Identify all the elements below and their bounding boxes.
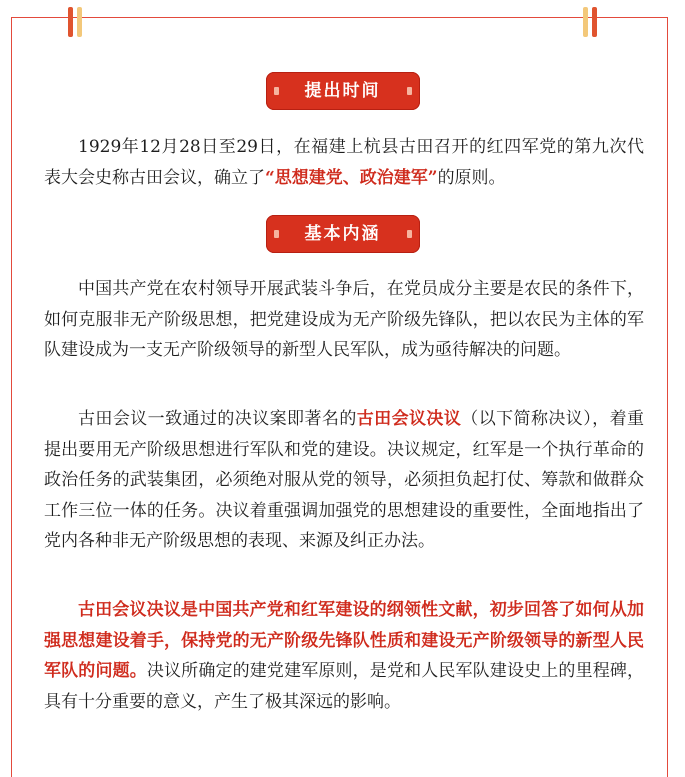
section-badge-wrap-1 bbox=[0, 72, 685, 110]
paragraph-meaning-2 bbox=[44, 404, 644, 557]
badge-label: 基本内涵 bbox=[304, 224, 381, 244]
badge-decor-right bbox=[407, 230, 412, 238]
decor-tick-left-red bbox=[68, 7, 73, 37]
highlight-principle: “思想建党、政治建军” bbox=[265, 167, 438, 188]
paragraph-time bbox=[44, 132, 644, 193]
section-badge-wrap-2 bbox=[0, 215, 685, 253]
text-segment: 古田会议一致通过的决议案即著名的 bbox=[78, 409, 357, 429]
paragraph-meaning-1: 中国共产党在农村领导开展武装斗争后，在党员成分主要是农民的条件下，如何克服非无产阶级思想，把党建设成为无产阶级先锋队，把以农民为主体的军队建设成为一支无产阶级领导的新型人民军队，成为亟待解决的问题。 bbox=[44, 279, 644, 360]
highlight-significance: 古田会议决议是中国共产党和红军建设的纲领性文献，初步回答了如何从加强思想建设着手，保持党的无产阶级先锋队性质和建设无产阶级领导的新型人民军队的问题。 bbox=[44, 600, 644, 681]
section-badge-meaning bbox=[266, 215, 420, 253]
badge-decor-right bbox=[407, 87, 412, 95]
decor-tick-right-red bbox=[592, 7, 597, 37]
text-segment: 决议所确定的建党建军原则，是党和人民军队建设史上的里程碑，具有十分重要的意义，产生了极其深远的影响。 bbox=[44, 661, 645, 712]
badge-label: 提出时间 bbox=[304, 81, 381, 101]
section-badge-time bbox=[266, 72, 420, 110]
paragraph-meaning-3 bbox=[44, 595, 644, 717]
text-segment: 1929年12月28日至29日，在福建上杭县古田召开的红四军党的第九次代表大会史称古田会议，确立了 bbox=[44, 137, 644, 188]
decor-tick-right-yellow bbox=[583, 7, 588, 37]
decor-tick-left-yellow bbox=[77, 7, 82, 37]
highlight-resolution: 古田会议决议 bbox=[356, 409, 462, 429]
text-segment: 的原则。 bbox=[437, 167, 506, 188]
text-segment: （以下简称决议），着重提出要用无产阶级思想进行军队和党的建设。决议规定，红军是一个执行革命的政治任务的武装集团，必须绝对服从党的领导，必须担负起打仗、筹款和做群众工作三位一体的任务。决议着重强调加强党的思想建设的重要性，全面地指出了党内各种非无产阶级思想的表现、来源及纠正办法。 bbox=[44, 409, 644, 551]
